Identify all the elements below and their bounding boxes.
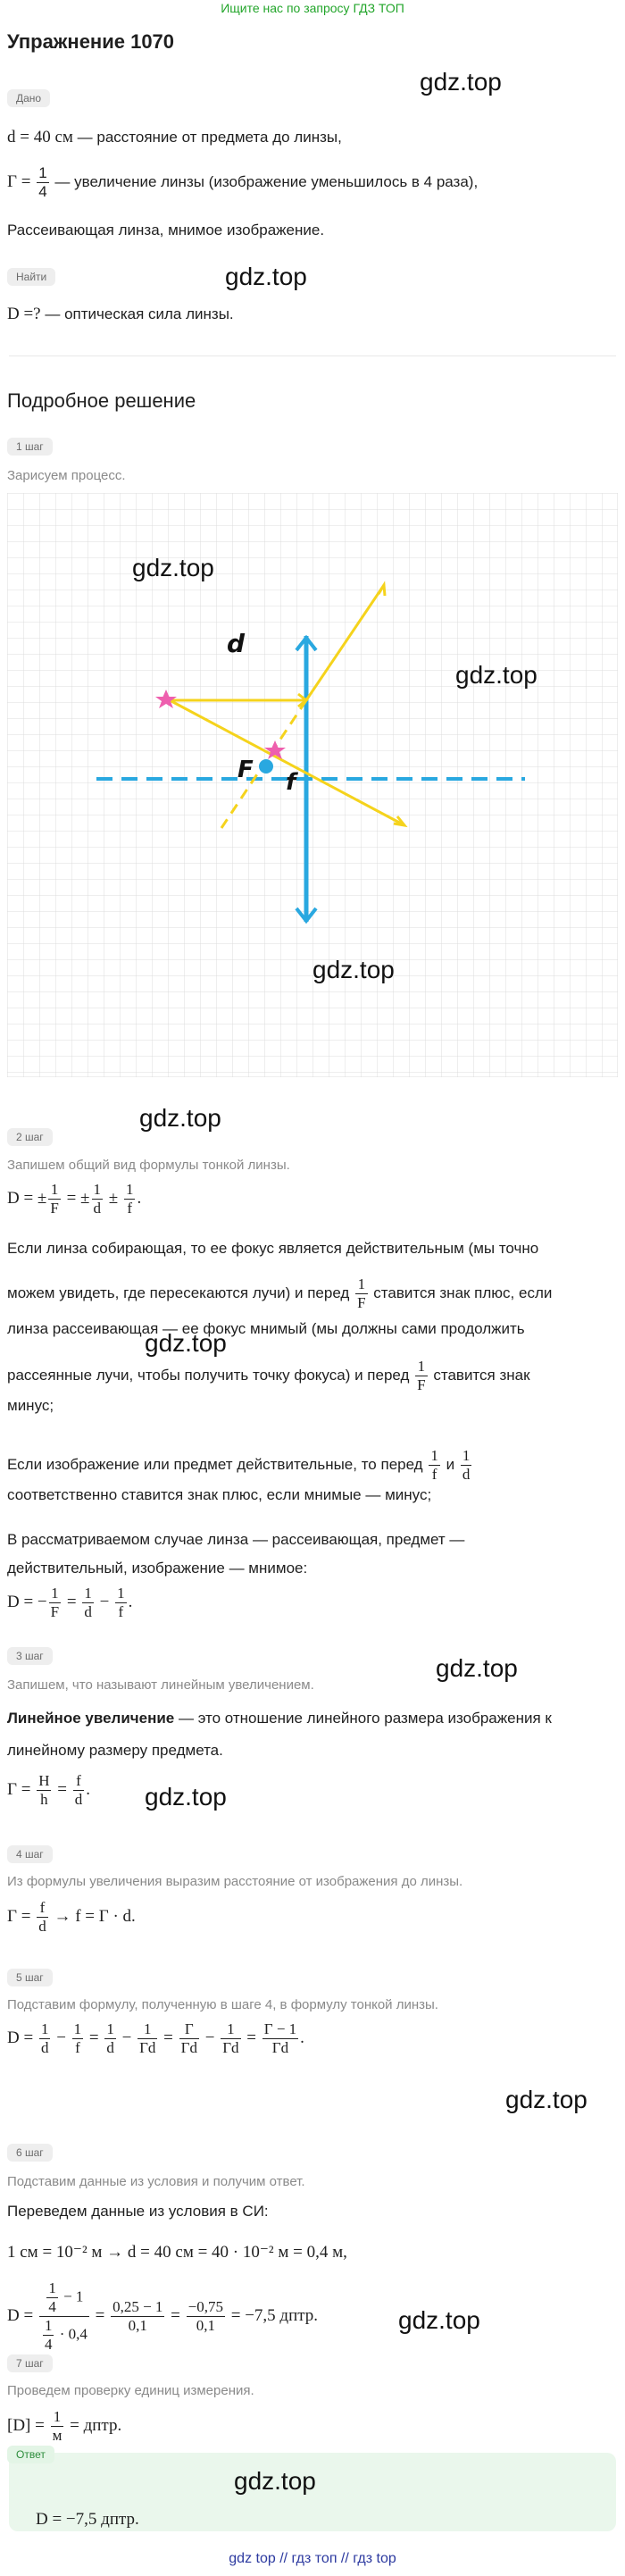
footer-links[interactable]: gdz top // гдз топ // гдз top (229, 2551, 396, 2566)
unit-check: [D] = $\frac{1}{м}$ = дптр. (7, 2408, 122, 2444)
step-7-caption: Проведем проверку единиц измерения. (7, 2383, 254, 2398)
watermark: gdz.top (132, 554, 214, 581)
lens-diagram (7, 493, 618, 1077)
watermark: gdz.top (398, 2306, 480, 2334)
step-5-caption: Подставим формулу, полученную в шаге 4, в формулу тонкой линзы. (7, 1997, 438, 2012)
step-3-text-a: Линейное увеличение — это отношение линейного размера изображения к (7, 1710, 552, 1727)
step-2-chip: 2 шаг (7, 1128, 53, 1146)
solution-title: Подробное решение (7, 389, 196, 412)
step-2-p3a: В рассматриваемом случае линза — рассеивающая, предмет — (7, 1531, 465, 1548)
step-1-chip: 1 шаг (7, 438, 53, 456)
divider (9, 355, 616, 356)
answer-text: D = −7,5 дптр. (36, 2510, 139, 2529)
step-5-chip: 5 шаг (7, 1969, 53, 1986)
step-2-p1e: минус; (7, 1397, 54, 1414)
step-2-p2a: Если изображение или предмет действительные, то перед $\frac{1}{f}$ и $\frac{1}{d}$ (7, 1447, 471, 1483)
diverging-formula: D = − $\frac{1}{F}$ = $\frac{1}{d}$ − $\frac{1}{f}$ . (7, 1585, 133, 1620)
step-3-chip: 3 шаг (7, 1647, 53, 1665)
thin-lens-formula: D = ± $\frac{1}{F}$ = ± $\frac{1}{d}$ ± $\frac{1}{f}$ . (7, 1181, 142, 1217)
label-f: f (286, 769, 296, 796)
unit-conversion: 1 см = 10⁻² м → d = 40 см = 40 · 10⁻² м = 0,4 м, (7, 2243, 347, 2262)
given-line-3: Рассеивающая линза, мнимое изображение. (7, 222, 325, 238)
given-chip: Дано (7, 89, 50, 107)
focus-point (259, 759, 273, 774)
watermark: gdz.top (420, 68, 502, 96)
watermark: gdz.top (455, 661, 538, 689)
watermark: gdz.top (505, 2086, 588, 2113)
label-F: F (238, 757, 254, 783)
step-3-caption: Запишем, что называют линейным увеличением. (7, 1677, 314, 1693)
watermark: gdz.top (234, 2467, 316, 2495)
step-2-caption: Запишем общий вид формулы тонкой линзы. (7, 1158, 290, 1173)
page-title: Упражнение 1070 (7, 30, 175, 53)
watermark: gdz.top (312, 956, 395, 983)
step-2-p1b: можем увидеть, где пересекаются лучи) и перед $\frac{1}{F}$ ставится знак плюс, если (7, 1275, 553, 1311)
step-2-p1c: линза рассеивающая — ее фокус мнимый (мы должны сами продолжить (7, 1320, 525, 1337)
step-2-p2b: соответственно ставится знак плюс, если мнимые — минус; (7, 1486, 432, 1503)
watermark: gdz.top (139, 1104, 221, 1132)
step-2-p1a: Если линза собирающая, то ее фокус является действительным (мы точно (7, 1240, 539, 1257)
answer-chip: Ответ (7, 2446, 54, 2463)
step-1-caption: Зарисуем процесс. (7, 468, 126, 483)
watermark: gdz.top (436, 1654, 518, 1682)
find-line: D =? — оптическая сила линзы. (7, 305, 234, 323)
final-calculation: D = $\frac{1}{4}$ − 1 $\frac{1}{4}$ · 0,4 = $\frac{0,25 - 1}{0,1}$ = $\frac{-0,75}{0,1}$ = −7,5 дптр. (7, 2279, 319, 2353)
step-4-caption: Из формулы увеличения выразим расстояние от изображения до линзы. (7, 1874, 463, 1889)
step-7-chip: 7 шаг (7, 2354, 53, 2372)
step-4-chip: 4 шаг (7, 1845, 53, 1863)
step-6-caption: Подставим данные из условия и получим ответ. (7, 2174, 305, 2189)
step-6-chip: 6 шаг (7, 2144, 53, 2162)
find-chip: Найти (7, 268, 55, 286)
step-6-si: Переведем данные из условия в СИ: (7, 2203, 269, 2220)
step-2-p1d: рассеянные лучи, чтобы получить точку фокуса) и перед $\frac{1}{F}$ ставится знак (7, 1358, 530, 1393)
search-banner[interactable]: Ищите нас по запросу ГДЗ ТОП (221, 1, 404, 15)
magnification-formula: Γ = $\frac{H}{h}$ = $\frac{f}{d}$ . (7, 1772, 90, 1808)
watermark: gdz.top (145, 1783, 227, 1811)
step-3-text-b: линейному размеру предмета. (7, 1742, 223, 1759)
watermark: gdz.top (225, 263, 307, 290)
substitution-formula: D = $\frac{1}{d}$ − $\frac{1}{f}$ = $\frac{1}{d}$ − $\frac{1}{\Gamma d}$ = $\frac{\Gamma}{\Gamma d}$ − $\frac{1}{\Gamma d}$ = $\frac{\Gamma - 1}{\Gamma d}$ . (7, 2020, 304, 2056)
step-2-p3b: действительный, изображение — мнимое: (7, 1560, 308, 1577)
grid-background (7, 493, 618, 1077)
given-line-2: Γ = $\frac{1}{4}$ — увеличение линзы (изображение уменьшилось в 4 раза), (7, 164, 479, 200)
label-d: d (227, 629, 246, 658)
given-line-1: d = 40 см — расстояние от предмета до линзы, (7, 128, 342, 146)
distance-formula: Γ = $\frac{f}{d}$ → f = Γ · d. (7, 1899, 136, 1935)
watermark: gdz.top (145, 1329, 227, 1357)
